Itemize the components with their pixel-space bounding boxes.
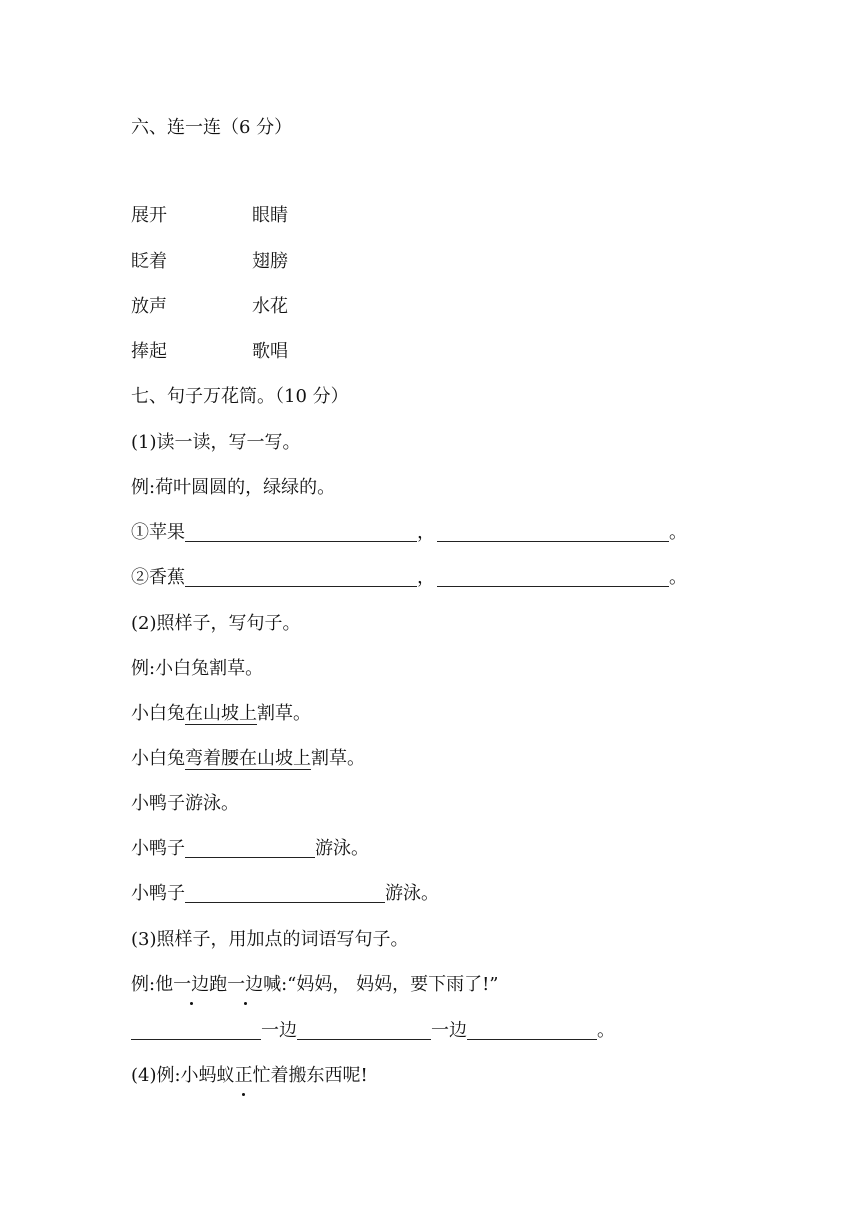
section6-title: 六、连一连（6 分） <box>131 117 293 138</box>
answer-blank[interactable] <box>297 1021 431 1040</box>
comma: ， <box>417 522 435 543</box>
underlined-phrase: 在山坡上 <box>185 703 257 724</box>
match-row <box>131 250 288 274</box>
q1-item2 <box>131 566 687 590</box>
match-right-word: 歌唱 <box>252 341 288 362</box>
q2-fill-1 <box>131 837 369 861</box>
q2-example-2 <box>131 702 311 726</box>
text: 喊:“妈妈， 妈妈，要下雨了!” <box>263 974 499 995</box>
q3-fill <box>131 1019 615 1043</box>
q2-example-3 <box>131 747 365 771</box>
text: 游泳。 <box>315 838 369 859</box>
underlined-phrase: 弯着腰在山坡上 <box>185 748 311 769</box>
answer-blank[interactable] <box>467 1021 597 1040</box>
answer-blank[interactable] <box>185 884 385 903</box>
text: 割草。 <box>257 703 311 724</box>
q1-heading: (1)读一读，写一写。 <box>131 432 301 453</box>
q1-example: 例:荷叶圆圆的，绿绿的。 <box>131 477 336 498</box>
period: 。 <box>669 567 687 588</box>
q3-heading: (3)照样子，用加点的词语写句子。 <box>131 929 409 950</box>
match-left-word: 放声 <box>131 296 167 317</box>
match-row <box>131 295 288 319</box>
answer-blank[interactable] <box>131 1021 261 1040</box>
q2-heading: (2)照样子，写句子。 <box>131 613 301 634</box>
text: 小白兔 <box>131 703 185 724</box>
item-prefix: ②香蕉 <box>131 567 185 588</box>
text: 小鸭子 <box>131 883 185 904</box>
q2-fill-2 <box>131 882 439 906</box>
dotted-word: 一边 <box>173 974 210 995</box>
q3-example <box>131 973 499 997</box>
q4-example <box>131 1064 368 1088</box>
answer-blank[interactable] <box>185 523 417 542</box>
match-left-word: 展开 <box>131 205 167 226</box>
text: 跑 <box>209 974 228 995</box>
text: 游泳。 <box>385 883 439 904</box>
text: 小白兔 <box>131 748 185 769</box>
q1-item1 <box>131 521 687 545</box>
q2-example: 例:小白兔割草。 <box>131 658 264 679</box>
answer-blank[interactable] <box>185 839 315 858</box>
dotted-word: 一边 <box>227 974 264 995</box>
match-right-word: 眼睛 <box>252 205 288 226</box>
match-row <box>131 204 288 228</box>
match-row <box>131 340 288 364</box>
period: 。 <box>597 1020 615 1041</box>
text: (4)例:小蚂蚁 <box>131 1065 235 1086</box>
answer-blank[interactable] <box>437 523 669 542</box>
match-right-word: 翅膀 <box>252 251 288 272</box>
text: 一边 <box>261 1020 297 1041</box>
answer-blank[interactable] <box>437 568 669 587</box>
text: 忙着搬东西呢! <box>252 1065 368 1086</box>
section7-title: 七、句子万花筒。（10 分） <box>131 386 349 407</box>
dotted-word: 正 <box>234 1065 253 1086</box>
text: 割草。 <box>311 748 365 769</box>
answer-blank[interactable] <box>185 568 417 587</box>
match-left-word: 眨着 <box>131 251 167 272</box>
comma: ， <box>417 567 435 588</box>
q2-base-sentence: 小鸭子游泳。 <box>131 793 239 814</box>
text: 一边 <box>431 1020 467 1041</box>
period: 。 <box>669 522 687 543</box>
text: 例:他 <box>131 974 174 995</box>
item-prefix: ①苹果 <box>131 522 185 543</box>
match-right-word: 水花 <box>252 296 288 317</box>
text: 小鸭子 <box>131 838 185 859</box>
match-left-word: 捧起 <box>131 341 167 362</box>
